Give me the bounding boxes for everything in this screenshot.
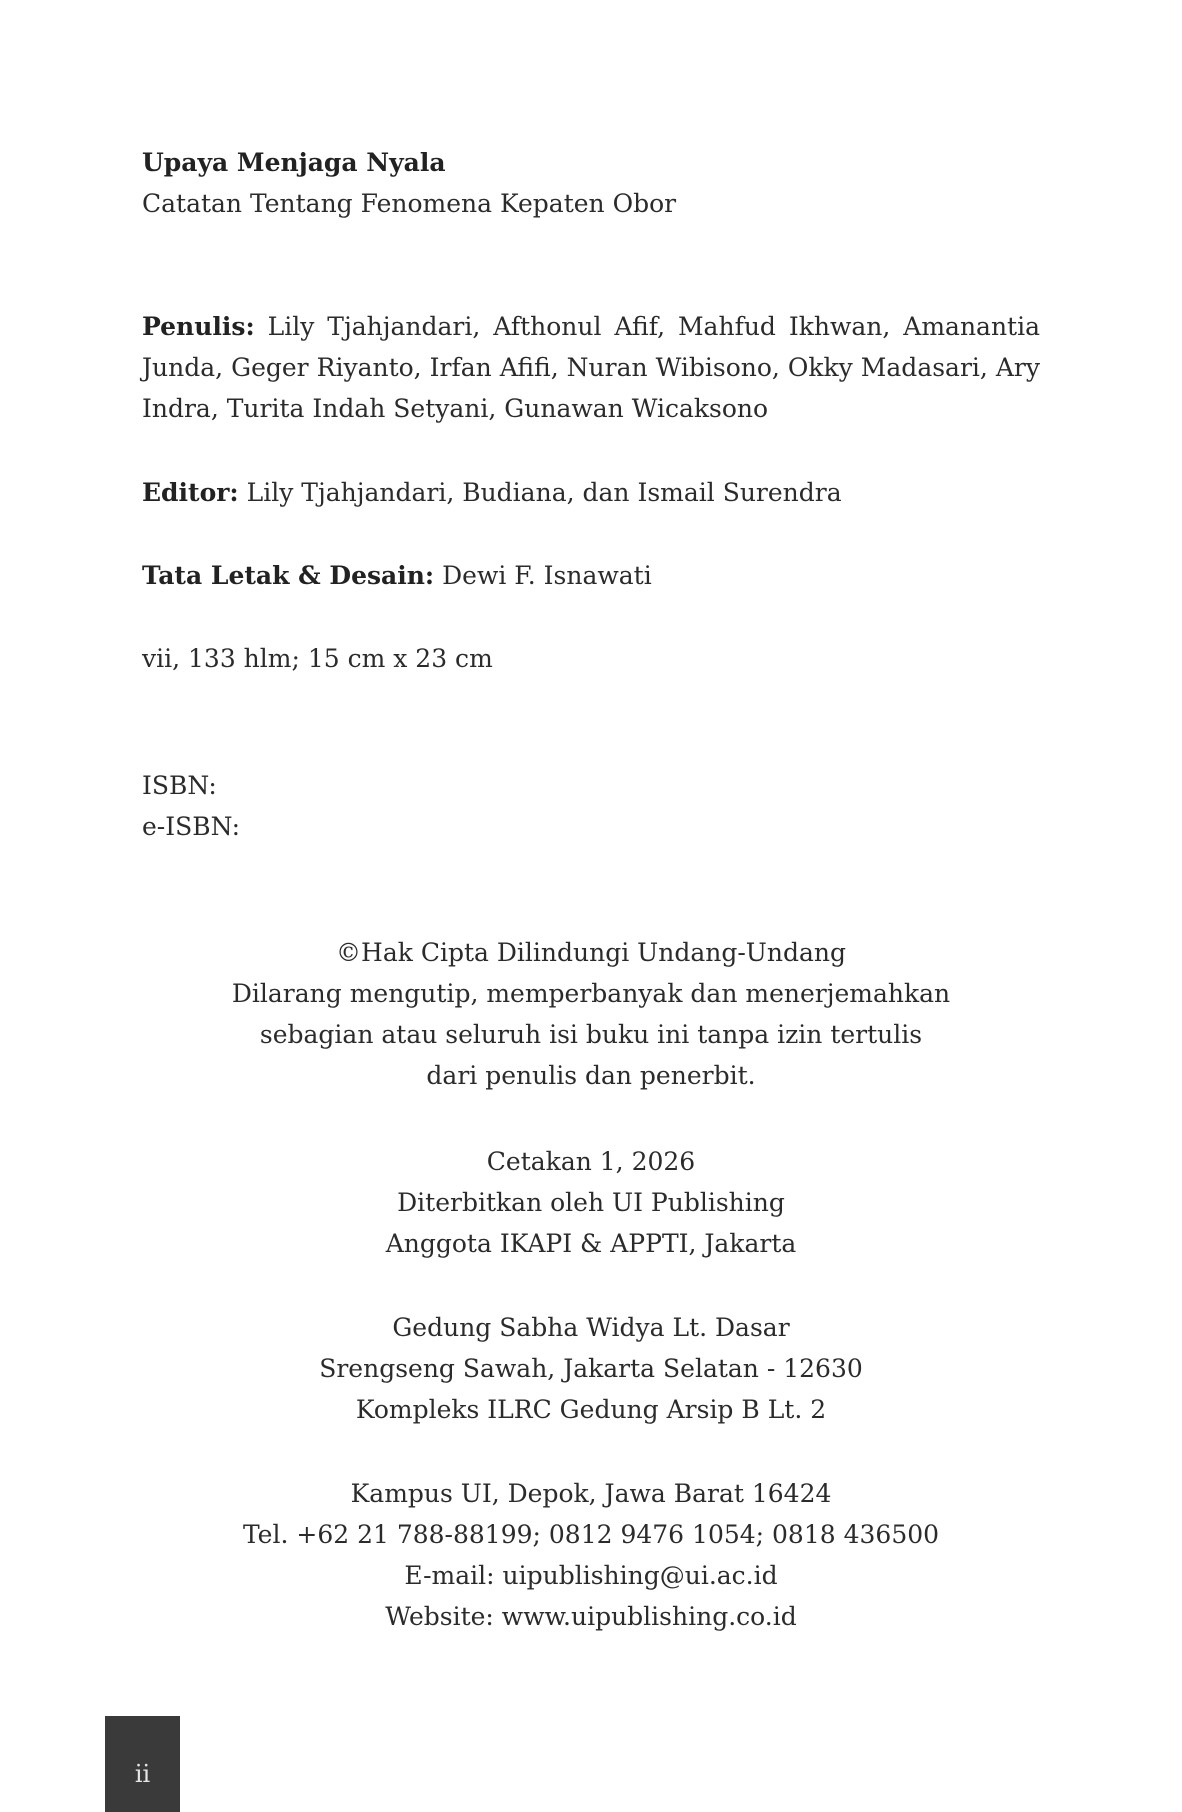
- page-number: ii: [134, 1760, 151, 1788]
- eisbn-label: e-ISBN:: [142, 812, 241, 841]
- copyright-notice: [142, 932, 1040, 1096]
- publisher: Diterbitkan oleh UI Publishing: [397, 1188, 785, 1217]
- page-number-tab: [105, 1716, 180, 1812]
- campus-address: Kampus UI, Depok, Jawa Barat 16424: [350, 1479, 832, 1508]
- publisher-contact: [142, 1473, 1040, 1637]
- layout-design-section: [142, 555, 1040, 596]
- copyright-line: sebagian atau seluruh isi buku ini tanpa izin tertulis: [259, 1020, 923, 1049]
- authors-label: Penulis:: [142, 312, 255, 341]
- book-subtitle: Catatan Tentang Fenomena Kepaten Obor: [142, 189, 677, 218]
- membership: Anggota IKAPI & APPTI, Jakarta: [385, 1229, 797, 1258]
- address-line: Gedung Sabha Widya Lt. Dasar: [392, 1313, 790, 1342]
- isbn-section: [142, 765, 1040, 847]
- title-section: [142, 142, 1040, 224]
- book-title: Upaya Menjaga Nyala: [142, 148, 446, 177]
- extent-section: [142, 638, 1040, 679]
- authors-section: [142, 306, 1040, 429]
- layout-value: Dewi F. Isnawati: [442, 561, 652, 590]
- copyright-line: ©Hak Cipta Dilindungi Undang-Undang: [336, 938, 846, 967]
- address-line: Kompleks ILRC Gedung Arsip B Lt. 2: [355, 1395, 827, 1424]
- isbn-label: ISBN:: [142, 771, 217, 800]
- editor-value: Lily Tjahjandari, Budiana, dan Ismail Surendra: [246, 478, 842, 507]
- edition: Cetakan 1, 2026: [486, 1147, 696, 1176]
- website-address: Website: www.uipublishing.co.id: [385, 1602, 797, 1631]
- authors-value: Lily Tjahjandari, Afthonul Afif, Mahfud Ikhwan, Amanantia Junda, Geger Riyanto, Irfan Afifi, Nuran Wibisono, Okky Madasari, Ary Indra, Turita Indah Setyani, Gunawan Wicaksono: [142, 312, 1040, 423]
- publication-info: [142, 1141, 1040, 1264]
- email-address: E-mail: uipublishing@ui.ac.id: [404, 1561, 778, 1590]
- layout-label: Tata Letak & Desain:: [142, 561, 435, 590]
- copyright-line: dari penulis dan penerbit.: [426, 1061, 756, 1090]
- editor-section: [142, 472, 1040, 513]
- copyright-line: Dilarang mengutip, memperbanyak dan menerjemahkan: [231, 979, 951, 1008]
- address-line: Srengseng Sawah, Jakarta Selatan - 12630: [319, 1354, 863, 1383]
- publisher-address: [142, 1307, 1040, 1430]
- book-extent: vii, 133 hlm; 15 cm x 23 cm: [142, 644, 493, 673]
- editor-label: Editor:: [142, 478, 239, 507]
- phone-numbers: Tel. +62 21 788-88199; 0812 9476 1054; 0818 436500: [242, 1520, 940, 1549]
